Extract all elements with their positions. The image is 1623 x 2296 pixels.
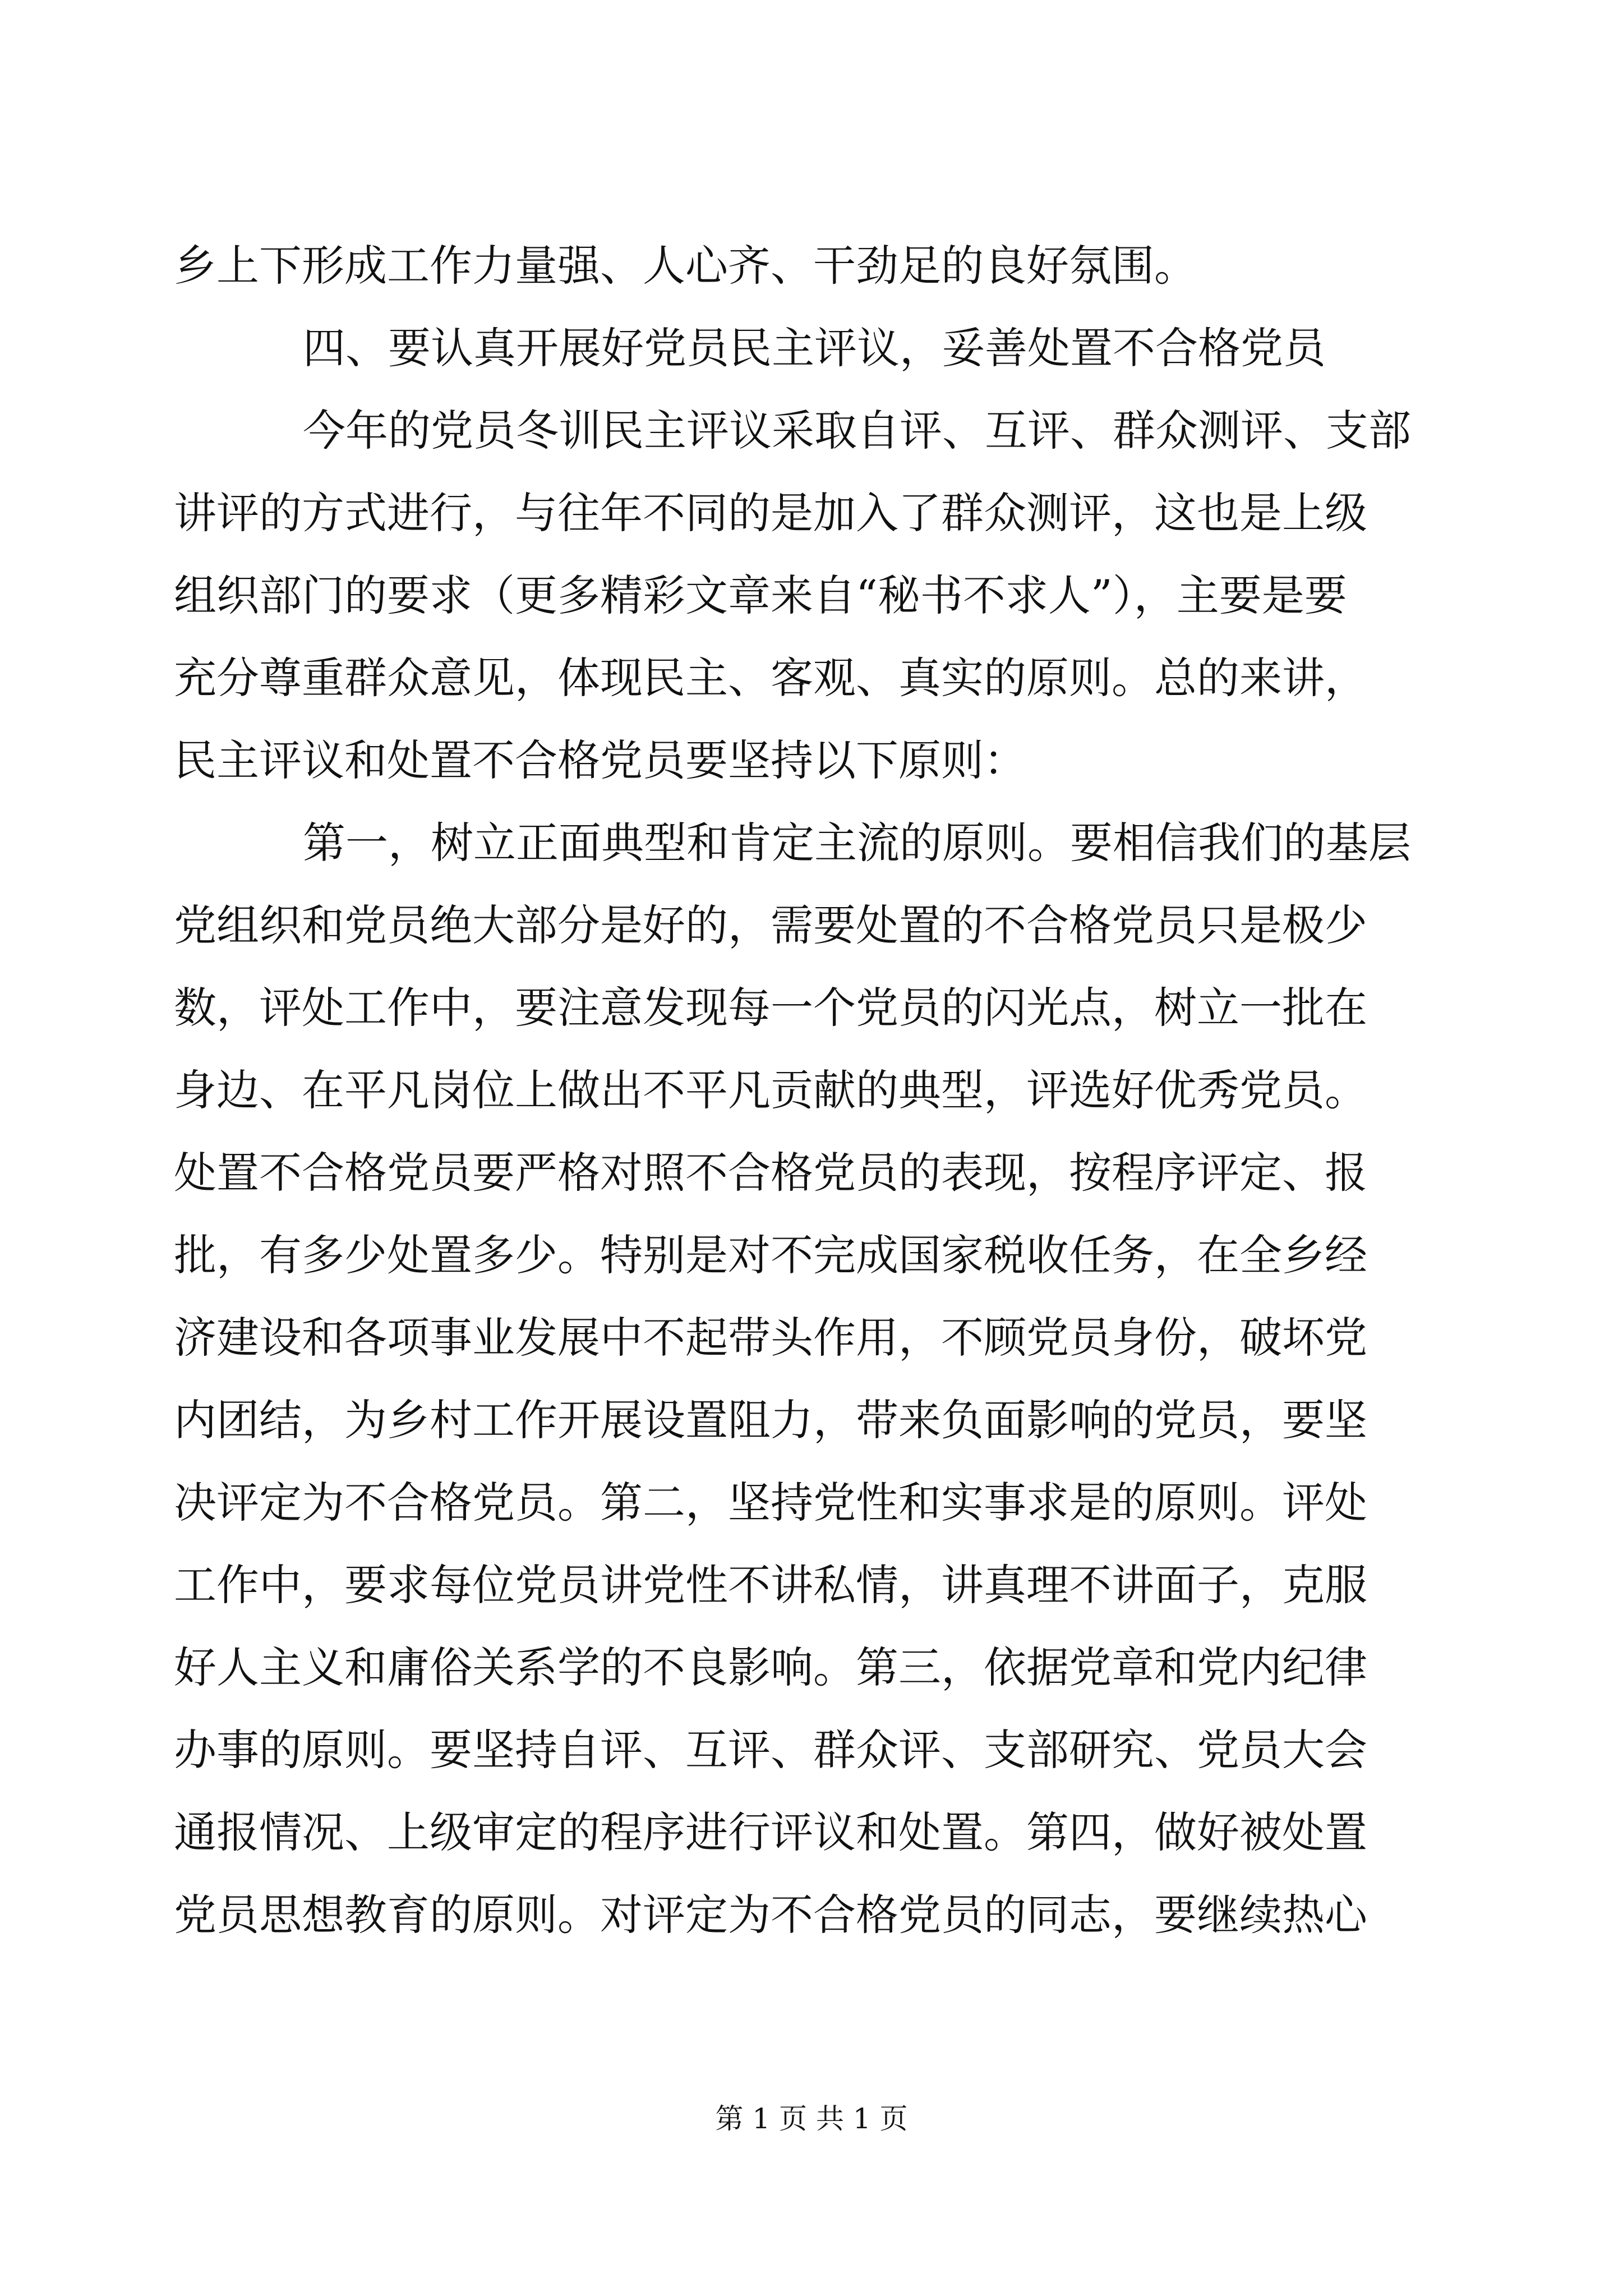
text-line: 党组织和党员绝大部分是好的，需要处置的不合格党员只是极少 <box>174 900 1367 950</box>
section-heading: 四、要认真开展好党员民主评议，妥善处置不合格党员 <box>303 323 1326 373</box>
text-line: 充分尊重群众意见，体现民主、客观、真实的原则。总的来讲， <box>174 653 1367 703</box>
text-line: 工作中，要求每位党员讲党性不讲私情，讲真理不讲面子，克服 <box>174 1560 1367 1610</box>
text-line: 组织部门的要求（更多精彩文章来自“秘书不求人”），主要是要 <box>174 570 1347 620</box>
page-number: 第 1 页 共 1 页 <box>715 2102 908 2135</box>
text-line: 讲评的方式进行，与往年不同的是加入了群众测评，这也是上级 <box>174 488 1367 538</box>
text-line: 乡上下形成工作力量强、人心齐、干劲足的良好氛围。 <box>174 241 1197 291</box>
text-line: 济建设和各项事业发展中不起带头作用，不顾党员身份，破坏党 <box>174 1313 1367 1363</box>
text-line: 身边、在平凡岗位上做出不平凡贡献的典型，评选好优秀党员。 <box>174 1065 1367 1115</box>
text-line: 民主评议和处置不合格党员要坚持以下原则： <box>174 735 1026 785</box>
text-line: 好人主义和庸俗关系学的不良影响。第三，依据党章和党内纪律 <box>174 1642 1367 1692</box>
text-line: 党员思想教育的原则。对评定为不合格党员的同志，要继续热心 <box>174 1890 1367 1940</box>
text-line: 办事的原则。要坚持自评、互评、群众评、支部研究、党员大会 <box>174 1725 1367 1775</box>
text-line: 通报情况、上级审定的程序进行评议和处置。第四，做好被处置 <box>174 1807 1367 1857</box>
text-line: 内团结，为乡村工作开展设置阻力，带来负面影响的党员，要坚 <box>174 1395 1367 1445</box>
text-line: 今年的党员冬训民主评议采取自评、互评、群众测评、支部 <box>303 406 1411 455</box>
text-line: 批，有多少处置多少。特别是对不完成国家税收任务，在全乡经 <box>174 1230 1367 1280</box>
text-line: 处置不合格党员要严格对照不合格党员的表现，按程序评定、报 <box>174 1148 1367 1198</box>
text-line: 第一，树立正面典型和肯定主流的原则。要相信我们的基层 <box>303 818 1411 868</box>
document-body <box>174 224 1458 1956</box>
text-line: 决评定为不合格党员。第二，坚持党性和实事求是的原则。评处 <box>174 1478 1367 1527</box>
text-line: 数，评处工作中，要注意发现每一个党员的闪光点，树立一批在 <box>174 983 1367 1033</box>
